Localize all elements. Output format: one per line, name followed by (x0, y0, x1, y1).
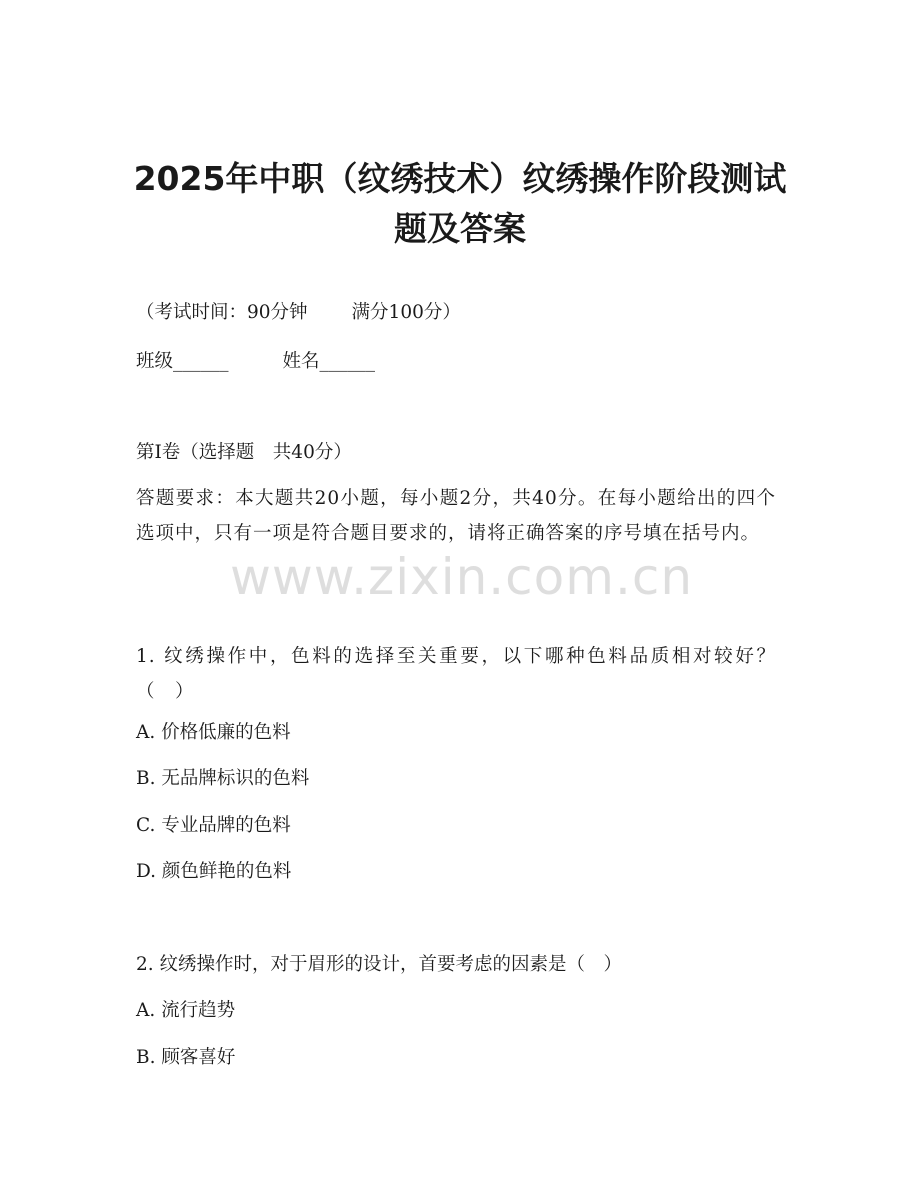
question-1-option-b: B. 无品牌标识的色料 (136, 768, 310, 789)
question-1-option-c: C. 专业品牌的色料 (136, 815, 291, 836)
section-heading: 第Ⅰ卷（选择题 共40分） (136, 442, 352, 463)
exam-full-score: 满分100分） (351, 302, 461, 323)
question-2-stem: 2. 纹绣操作时，对于眉形的设计，首要考虑的因素是（ ） (136, 954, 623, 975)
section-instructions: 答题要求：本大题共20小题，每小题2分，共40分。在每小题给出的四个选项中，只有一项是符合题目要求的，请将正确答案的序号填在括号内。 (136, 488, 776, 544)
question-1-stem: 1. 纹绣操作中，色料的选择至关重要，以下哪种色料品质相对较好？（ ） (136, 646, 776, 702)
question-1-option-d: D. 颜色鲜艳的色料 (136, 861, 292, 882)
name-field: 姓名______ (282, 351, 376, 372)
question-1-option-a: A. 价格低廉的色料 (136, 722, 291, 743)
exam-info (136, 300, 461, 326)
document-title-line-2: 题及答案 (394, 209, 526, 248)
exam-time: （考试时间：90分钟 (136, 302, 308, 323)
class-field: 班级______ (136, 351, 229, 372)
question-2-option-a: A. 流行趋势 (136, 1000, 236, 1021)
student-fields (136, 349, 375, 375)
watermark: www.zixin.com.cn (230, 548, 694, 606)
question-2-option-b: B. 顾客喜好 (136, 1047, 236, 1068)
document-title-line-1: 2025年中职（纹绣技术）纹绣操作阶段测试 (133, 159, 787, 198)
